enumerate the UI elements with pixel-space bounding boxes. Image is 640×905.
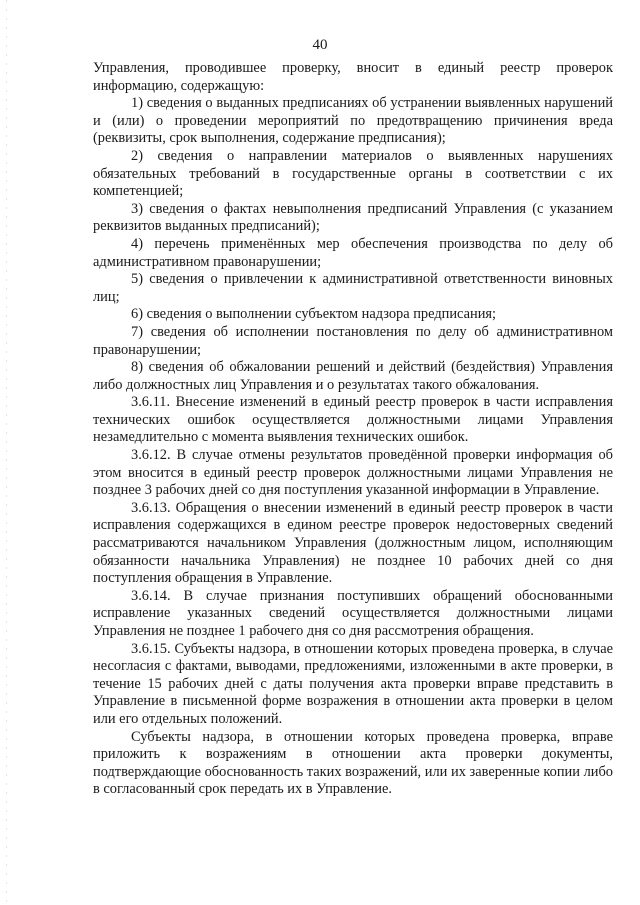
list-item-2: 2) сведения о направлении материалов о выявленных нарушениях обязательных требований в государственные органы в соответствии с их компетенцией;: [93, 147, 613, 200]
list-item-8: 8) сведения об обжаловании решений и действий (бездействия) Управления либо должностных лиц Управления и о результатах такого обжалования.: [93, 359, 613, 393]
list-item-5: 5) сведения о привлечении к административной ответственности виновных лиц;: [93, 271, 613, 305]
page-number: 40: [312, 37, 328, 53]
paragraph-3-6-14: 3.6.14. В случае признания поступивших обращений обоснованными исправление указанных сведений осуществляется должностными лицами Управления не позднее 1 рабочего дня со дня рассмотрения обращения.: [93, 587, 613, 639]
paragraph-3-6-12: 3.6.12. В случае отмены результатов проведённой проверки информация об этом вносится в единый реестр проверок должностными лицами Управления не позднее 3 рабочих дней со дня поступления указанной информации в Управление.: [93, 447, 613, 499]
paragraph-3-6-15: 3.6.15. Субъекты надзора, в отношении которых проведена проверка, в случае несогласия с фактами, выводами, предложениями, изложенными в акте проверки, в течение 15 рабочих дней с даты получения акта проверки вправе представить в Управление в письменной форме возражения в отношении акта проверки в целом или его отдельных положений.: [93, 640, 613, 727]
list-item-1: 1) сведения о выданных предписаниях об устранении выявленных нарушений и (или) о проведении мероприятий по предотвращению причинения вреда (реквизиты, срок выполнения, содержание предписания);: [93, 95, 613, 147]
paragraph-intro-continuation: Управления, проводившее проверку, вносит в единый реестр проверок информацию, содержащую:: [93, 60, 613, 94]
paragraph-3-6-13: 3.6.13. Обращения о внесении изменений в единый реестр проверок в части исправления содержащихся в едином реестре проверок недостоверных сведений рассматриваются начальником Управления (должностным лицом, исполняющим обязанности начальника Управления) не позднее 10 рабочих дней со дня поступления обращения в Управление.: [93, 499, 613, 587]
paragraph-objections-attachments: Субъекты надзора, в отношении которых проведена проверка, вправе приложить к возражениям в отношении акта проверки документы, подтверждающие обоснованность таких возражений, или их заверенные копии либо в согласованный срок передать их в Управление.: [93, 728, 613, 798]
list-item-3: 3) сведения о фактах невыполнения предписаний Управления (с указанием реквизитов выданных предписаний);: [93, 200, 613, 235]
paragraph-3-6-11: 3.6.11. Внесение изменений в единый реестр проверок в части исправления технических ошибок осуществляется должностными лицами Управления незамедлительно с момента выявления технических ошибок.: [93, 394, 613, 446]
list-item-4: 4) перечень применённых мер обеспечения производства по делу об административном правонарушении;: [93, 235, 613, 270]
list-item-6: 6) сведения о выполнении субъектом надзора предписания;: [131, 306, 497, 323]
list-item-7: 7) сведения об исполнении постановления по делу об административном правонарушении;: [93, 323, 613, 358]
scan-edge-marks: [6, 0, 7, 905]
document-body: [93, 60, 613, 799]
